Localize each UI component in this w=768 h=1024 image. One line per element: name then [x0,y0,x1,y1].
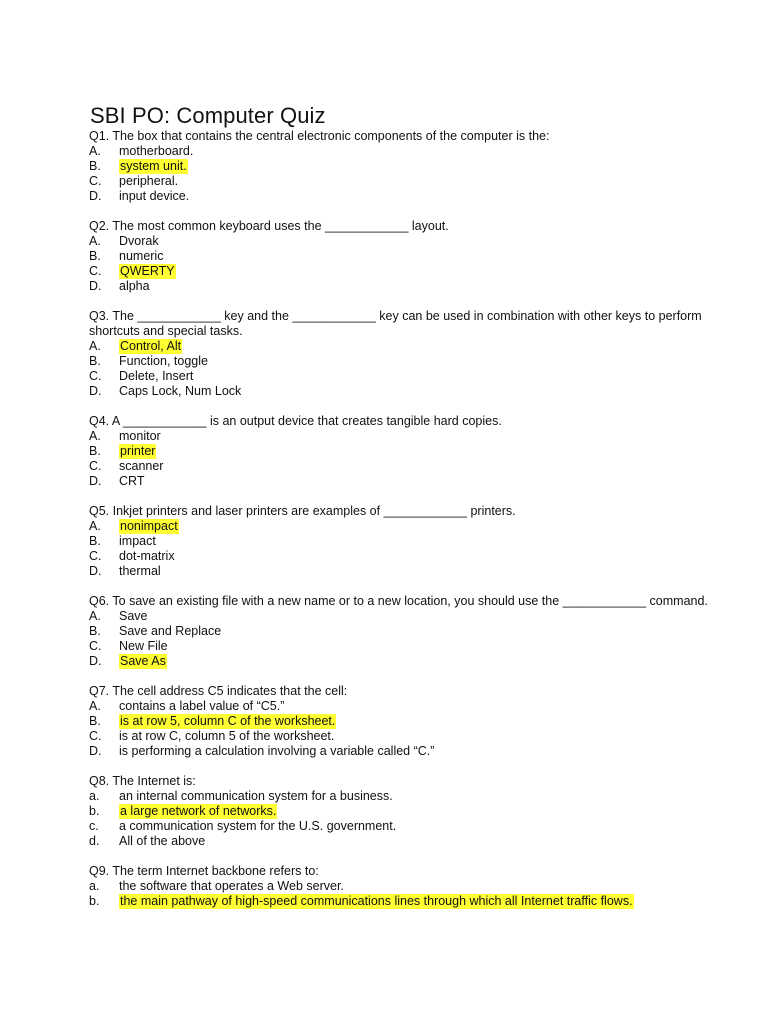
answer-option [89,714,729,729]
option-letter: d. [89,834,100,848]
question-7 [89,684,729,759]
option-letter: D. [89,564,102,578]
answer-option [89,144,729,159]
answer-option [89,384,729,399]
highlighted-answer: system unit. [120,159,187,173]
question-text: Q5. Inkjet printers and laser printers are examples of ____________ printers. [89,504,516,518]
option-text: is performing a calculation involving a variable called “C.” [119,744,435,758]
question-6 [89,594,729,669]
answer-option [89,699,729,714]
answer-option [89,189,729,204]
option-letter: C. [89,729,102,743]
option-letter: b. [89,894,100,908]
answer-option [89,159,729,174]
option-text: is at row C, column 5 of the worksheet. [119,729,335,743]
option-text: Delete, Insert [119,369,194,383]
option-letter: C. [89,369,102,383]
option-text: motherboard. [119,144,194,158]
question-text: Q3. The ____________ key and the ____________ key can be used in combination with other keys to perform shortcuts and special tasks. [89,309,702,338]
option-letter: A. [89,699,101,713]
option-text: an internal communication system for a business. [119,789,393,803]
answer-option [89,279,729,294]
highlighted-answer: the main pathway of high-speed communications lines through which all Internet traffic flows. [120,894,633,908]
answer-option [89,639,729,654]
option-letter: B. [89,714,101,728]
answer-option [89,474,729,489]
question-text: Q1. The box that contains the central electronic components of the computer is the: [89,129,550,143]
option-letter: A. [89,339,101,353]
answer-option [89,354,729,369]
option-letter: a. [89,879,100,893]
answer-option [89,624,729,639]
option-letter: D. [89,474,102,488]
option-letter: C. [89,174,102,188]
question-text: Q9. The term Internet backbone refers to: [89,864,319,878]
option-text: scanner [119,459,164,473]
option-text: Caps Lock, Num Lock [119,384,242,398]
option-letter: D. [89,279,102,293]
answer-option [89,459,729,474]
option-text: Save [119,609,148,623]
option-letter: D. [89,384,102,398]
option-letter: C. [89,549,102,563]
question-text: Q4. A ____________ is an output device that creates tangible hard copies. [89,414,502,428]
option-text: CRT [119,474,145,488]
option-text: Function, toggle [119,354,208,368]
answer-option [89,729,729,744]
answer-option [89,339,729,354]
answer-option [89,369,729,384]
option-letter: A. [89,519,101,533]
question-text: Q8. The Internet is: [89,774,196,788]
page-title: SBI PO: Computer Quiz [90,103,326,128]
option-letter: c. [89,819,99,833]
option-letter: B. [89,624,101,638]
option-letter: B. [89,249,101,263]
question-text: Q7. The cell address C5 indicates that the cell: [89,684,348,698]
option-letter: D. [89,744,102,758]
answer-option [89,264,729,279]
option-text: thermal [119,564,161,578]
option-text: a communication system for the U.S. government. [119,819,397,833]
question-text: Q6. To save an existing file with a new name or to a new location, you should use the ____________ command. [89,594,708,608]
answer-option [89,549,729,564]
answer-option [89,789,729,804]
quiz-document [89,103,729,909]
option-text: impact [119,534,156,548]
highlighted-answer: nonimpact [120,519,178,533]
highlighted-answer: Control, Alt [120,339,182,353]
option-letter: b. [89,804,100,818]
option-text: Save and Replace [119,624,222,638]
option-letter: A. [89,234,101,248]
option-letter: B. [89,534,101,548]
question-8 [89,774,729,849]
answer-option [89,744,729,759]
option-text: New File [119,639,168,653]
highlighted-answer: a large network of networks. [120,804,277,818]
highlighted-answer: Save As [120,654,166,668]
option-letter: a. [89,789,100,803]
option-letter: D. [89,189,102,203]
option-letter: C. [89,459,102,473]
highlighted-answer: printer [120,444,156,458]
option-text: Dvorak [119,234,159,248]
option-letter: D. [89,654,102,668]
answer-option [89,519,729,534]
option-letter: B. [89,354,101,368]
option-text: numeric [119,249,164,263]
option-text: peripheral. [119,174,179,188]
answer-option [89,429,729,444]
option-letter: C. [89,639,102,653]
option-text: monitor [119,429,161,443]
answer-option [89,879,729,894]
answer-option [89,534,729,549]
question-4 [89,414,729,489]
option-letter: B. [89,444,101,458]
option-text: input device. [119,189,190,203]
question-9 [89,864,729,909]
option-text: contains a label value of “C5.” [119,699,285,713]
option-letter: A. [89,609,101,623]
answer-option [89,654,729,669]
option-letter: C. [89,264,102,278]
question-1 [89,129,729,204]
answer-option [89,249,729,264]
option-text: alpha [119,279,150,293]
option-letter: A. [89,429,101,443]
option-letter: B. [89,159,101,173]
option-text: All of the above [119,834,206,848]
question-2 [89,219,729,294]
answer-option [89,564,729,579]
answer-option [89,819,729,834]
answer-option [89,609,729,624]
answer-option [89,894,729,909]
option-letter: A. [89,144,101,158]
option-text: the software that operates a Web server. [119,879,344,893]
answer-option [89,804,729,819]
option-text: dot-matrix [119,549,175,563]
question-list [89,129,729,909]
answer-option [89,234,729,249]
question-text: Q2. The most common keyboard uses the ____________ layout. [89,219,449,233]
answer-option [89,834,729,849]
question-5 [89,504,729,579]
answer-option [89,174,729,189]
answer-option [89,444,729,459]
question-3 [89,309,729,399]
highlighted-answer: QWERTY [120,264,175,278]
highlighted-answer: is at row 5, column C of the worksheet. [120,714,336,728]
